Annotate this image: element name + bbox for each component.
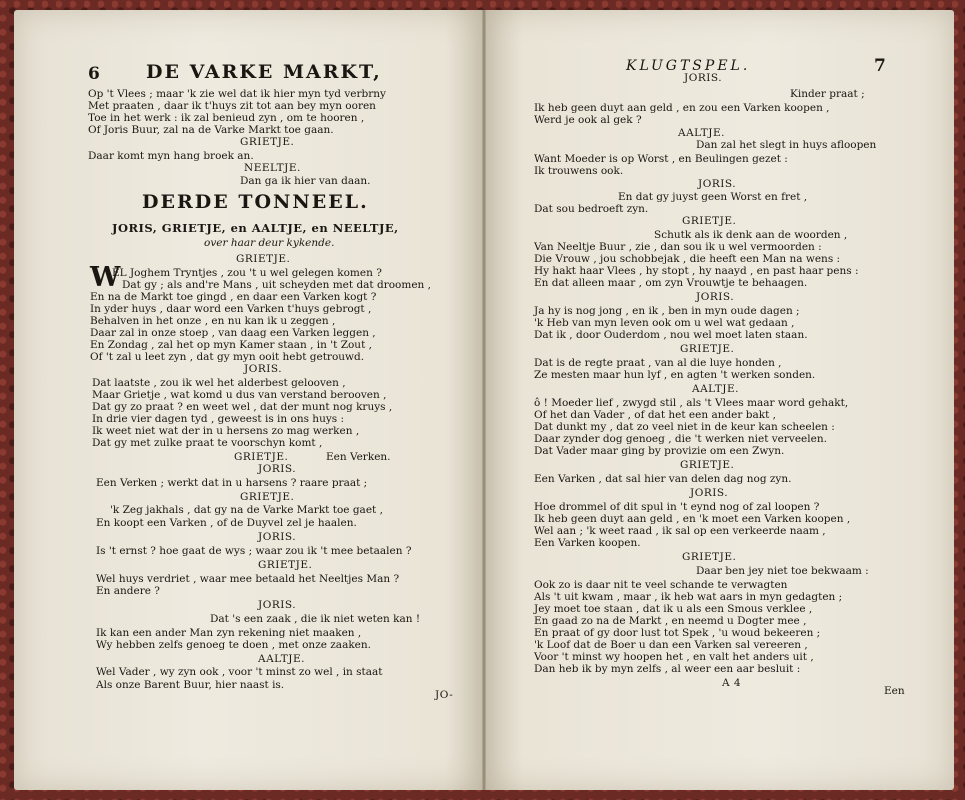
- page-number: 6: [88, 64, 100, 84]
- verse-line: Jey moet toe staan , dat ik u als een Smous verklee ,: [534, 603, 813, 615]
- verse-line: Daar ben jey niet toe bekwaam :: [696, 565, 869, 577]
- verse-line: EL Joghem Tryntjes , zou 't u wel gelegen komen ?: [112, 267, 382, 279]
- speaker-name: JORIS.: [698, 178, 737, 190]
- verse-line: Wy hebben zelfs genoeg te doen , met onze zaaken.: [96, 639, 371, 651]
- verse-line: Behalven in het onze , en nu kan ik u zeggen ,: [90, 315, 336, 327]
- verse-line: Wel Vader , wy zyn ook , voor 't minst zo wel , in staat: [96, 666, 383, 678]
- speaker-name: JO-: [435, 689, 454, 701]
- verse-line: Op 't Vlees ; maar 'k zie wel dat ik hier myn tyd verbrny: [88, 88, 386, 100]
- left-page: [14, 10, 482, 790]
- verse-line: Of 't zal u leet zyn , dat gy myn ooit hebt getrouwd.: [90, 351, 365, 363]
- verse-line: Dat laatste , zou ik wel het alderbest gelooven ,: [92, 377, 346, 389]
- speaker-name: JORIS.: [684, 72, 723, 84]
- verse-line: Dan zal het slegt in huys afloopen: [696, 139, 877, 151]
- speaker-name: GRIETJE.: [258, 559, 313, 571]
- verse-line: Die Vrouw , jou schobbejak , die heeft een Man na wens :: [534, 253, 841, 265]
- verse-line: 'k Loof dat de Boer u dan een Varken sal vereeren ,: [534, 639, 808, 651]
- speaker-name: JORIS.: [244, 363, 283, 375]
- verse-line: Een Varken koopen.: [534, 537, 641, 549]
- verse-line: Een Varken , dat sal hier van delen dag nog zyn.: [534, 473, 792, 485]
- verse-line: Kinder praat ;: [790, 88, 865, 100]
- verse-line: Ook zo is daar nit te veel schande te verwagten: [534, 579, 788, 591]
- verse-line: Dat Vader maar ging by provizie om een Zwyn.: [534, 445, 785, 457]
- verse-line: Ik trouwens ook.: [534, 165, 624, 177]
- speaker-name: JORIS.: [696, 291, 735, 303]
- verse-line: Dat gy met zulke praat te voorschyn komt ,: [92, 437, 323, 449]
- verse-line: Ze mesten maar hun lyf , en agten 't werken sonden.: [534, 369, 816, 381]
- verse-line: Dat 's een zaak , die ik niet weten kan !: [210, 613, 421, 625]
- verse-line: Ik weet niet wat der in u hersens zo mag werken ,: [92, 425, 360, 437]
- speaker-name: JORIS.: [690, 487, 729, 499]
- speaker-name: JORIS.: [258, 599, 297, 611]
- verse-line: Dan ga ik hier van daan.: [240, 175, 371, 187]
- verse-line: Als onze Barent Buur, hier naast is.: [96, 679, 285, 691]
- speaker-name: GRIETJE.: [240, 491, 295, 503]
- speaker-name: AALTJE.: [678, 127, 725, 139]
- stage-direction: over haar deur kykende.: [204, 237, 335, 249]
- verse-line: Als 't uit kwam , maar , ik heb wat aars in myn gedagten ;: [534, 591, 843, 603]
- verse-line: In yder huys , daar word een Varken t'huys gebrogt ,: [90, 303, 372, 315]
- verse-line: Dat sou bedroeft zyn.: [534, 203, 649, 215]
- speaker-name: GRIETJE.: [680, 459, 735, 471]
- verse-line: ô ! Moeder lief , zwygd stil , als 't Vlees maar word gehakt,: [534, 397, 849, 409]
- right-page: [486, 10, 954, 790]
- verse-line: Dat gy ; als and're Mans , uit scheyden met dat droomen ,: [122, 279, 431, 291]
- speaker-name: NEELTJE.: [244, 162, 301, 174]
- verse-line: Ik kan een ander Man zyn rekening niet maaken ,: [96, 627, 362, 639]
- verse-line: Wel aan ; 'k weet raad , ik sal op een verkeerde naam ,: [534, 525, 826, 537]
- verse-line: Werd je ook al gek ?: [534, 114, 642, 126]
- verse-line: Hoe drommel of dit spul in 't eynd nog of zal loopen ?: [534, 501, 820, 513]
- verse-line: Ik heb geen duyt aan geld , en 'k moet een Varken koopen ,: [534, 513, 851, 525]
- verse-line: Toe in het werk : ik zal benieud zyn , om te hooren ,: [88, 112, 365, 124]
- verse-line: Of Joris Buur, zal na de Varke Markt toe gaan.: [88, 124, 334, 136]
- speaker-name: GRIETJE.: [240, 136, 295, 148]
- verse-line: En praat of gy door lust tot Spek , 'u woud bekeeren ;: [534, 627, 821, 639]
- verse-line: En dat gy juyst geen Worst en fret ,: [618, 191, 808, 203]
- verse-line: Dat gy zo praat ? en weet wel , dat der munt nog kruys ,: [92, 401, 393, 413]
- verse-line: En Zondag , zal het op myn Kamer staan , in 't Zout ,: [90, 339, 372, 351]
- verse-line: En koopt een Varken , of de Duyvel zel je haalen.: [96, 517, 357, 529]
- verse-line: Wel huys verdriet , waar mee betaald het Neeltjes Man ?: [96, 573, 400, 585]
- verse-line: Daar zynder dog genoeg , die 't werken niet verveelen.: [534, 433, 827, 445]
- verse-line: Hy hakt haar Vlees , hy stopt , hy naayd , en past haar pens :: [534, 265, 859, 277]
- verse-line: Een: [884, 685, 905, 697]
- verse-line: Is 't ernst ? hoe gaat de wys ; waar zou ik 't mee betaalen ?: [96, 545, 412, 557]
- verse-line: Voor 't minst wy hoopen het , en valt het anders uit ,: [534, 651, 814, 663]
- verse-line: Met praaten , daar ik t'huys zit tot aan bey myn ooren: [88, 100, 376, 112]
- speaker-name: GRIETJE.: [236, 253, 291, 265]
- verse-line: Schutk als ik denk aan de woorden ,: [654, 229, 848, 241]
- verse-line: 'k Heb van myn leven ook om u wel wat gedaan ,: [534, 317, 795, 329]
- speaker-name: GRIETJE.: [234, 451, 289, 463]
- scene-heading: DERDE TONNEEL.: [142, 191, 369, 213]
- verse-line: In drie vier dagen tyd , geweest is in ons huys :: [92, 413, 345, 425]
- verse-line: En na de Markt toe gingd , en daar een Varken kogt ?: [90, 291, 377, 303]
- page-number: 7: [874, 56, 886, 76]
- running-title: DE VARKE MARKT,: [146, 61, 382, 83]
- verse-line: Of het dan Vader , of dat het een ander bakt ,: [534, 409, 776, 421]
- speaker-name: AALTJE.: [258, 653, 305, 665]
- speaker-name: GRIETJE.: [680, 343, 735, 355]
- speaker-name: JORIS.: [258, 531, 297, 543]
- verse-line: Dat is de regte praat , van al die luye honden ,: [534, 357, 782, 369]
- drop-cap: W: [90, 262, 121, 293]
- verse-line: Maar Grietje , wat komd u dus van verstand berooven ,: [92, 389, 387, 401]
- verse-line: Ja hy is nog jong , en ik , ben in myn oude dagen ;: [534, 305, 800, 317]
- verse-line: En gaad zo na de Markt , en neemd u Dogter mee ,: [534, 615, 807, 627]
- speaker-name: JORIS.: [258, 463, 297, 475]
- running-title: KLUGTSPEL.: [626, 58, 751, 74]
- verse-line: Daar komt myn hang broek an.: [88, 150, 254, 162]
- verse-line: 'k Zeg jakhals , dat gy na de Varke Markt toe gaet ,: [110, 504, 383, 516]
- verse-line: Dat ik , door Ouderdom , nou wel moet laten staan.: [534, 329, 808, 341]
- verse-line: Daar zal in onze stoep , van daag een Varken leggen ,: [90, 327, 376, 339]
- verse-line: Want Moeder is op Worst , en Beulingen gezet :: [534, 153, 788, 165]
- speaker-name: AALTJE.: [692, 383, 739, 395]
- verse-line: Een Verken.: [326, 451, 391, 463]
- verse-line: Ik heb geen duyt aan geld , en zou een Varken koopen ,: [534, 102, 830, 114]
- cast-list: JORIS, GRIETJE, en AALTJE, en NEELTJE,: [112, 221, 399, 235]
- verse-line: Van Neeltje Buur , zie , dan sou ik u wel vermoorden :: [534, 241, 822, 253]
- speaker-name: GRIETJE.: [682, 215, 737, 227]
- speaker-name: A 4: [722, 677, 742, 689]
- verse-line: En dat alleen maar , om zyn Vrouwtje te behaagen.: [534, 277, 808, 289]
- verse-line: Een Verken ; werkt dat in u harsens ? raare praat ;: [96, 477, 368, 489]
- speaker-name: GRIETJE.: [682, 551, 737, 563]
- verse-line: Dan heb ik by myn zelfs , al weer een aar besluit :: [534, 663, 801, 675]
- verse-line: En andere ?: [96, 585, 160, 597]
- verse-line: Dat dunkt my , dat zo veel niet in de keur kan scheelen :: [534, 421, 835, 433]
